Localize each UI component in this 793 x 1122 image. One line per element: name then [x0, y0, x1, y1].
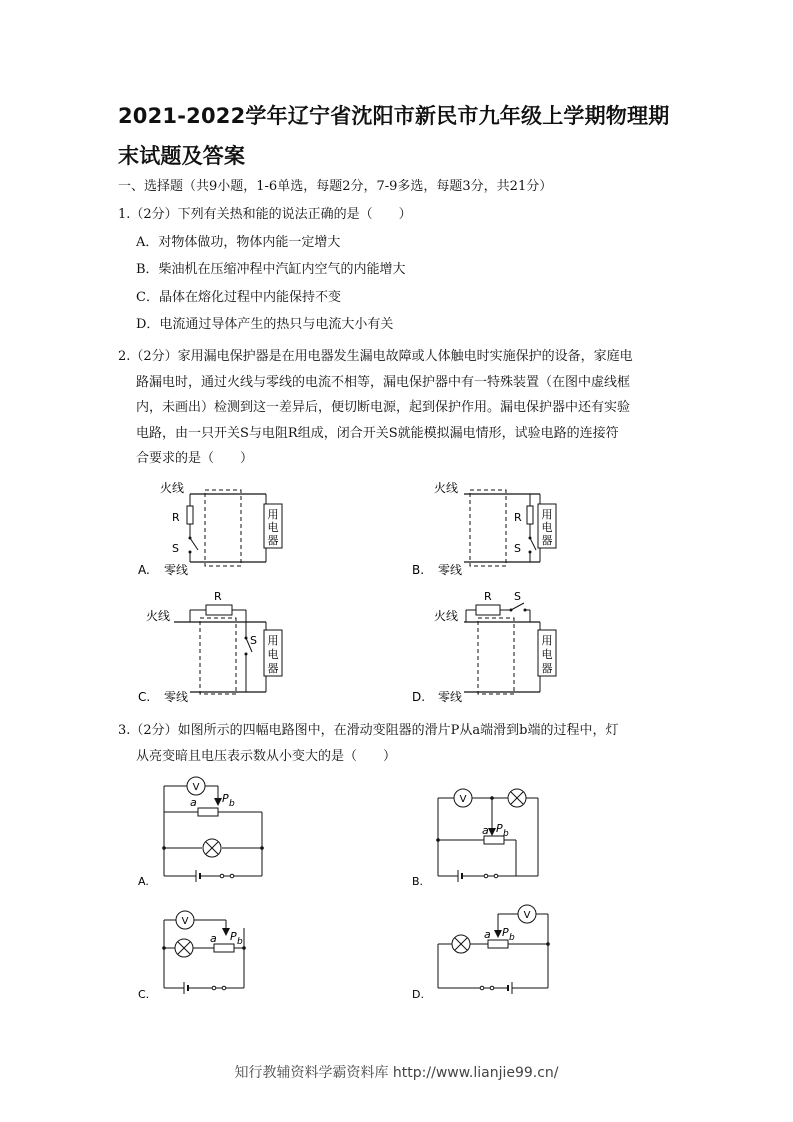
svg-text:P: P: [222, 792, 229, 805]
svg-text:S: S: [250, 634, 257, 647]
question-1-option-a: A．对物体做功，物体内能一定增大: [136, 235, 341, 250]
question-3-stem: [118, 718, 683, 769]
question-2-line-4: 电路，由一只开关S与电阻R组成，闭合开关S就能模拟漏电情形，试验电路的连接符: [136, 425, 619, 441]
question-3-line-1: 3.（2分）如图所示的四幅电路图中，在滑动变阻器的滑片P从a端滑到b端的过程中，灯: [118, 723, 619, 738]
svg-text:电: 电: [541, 521, 553, 534]
svg-text:D.: D.: [412, 988, 424, 1001]
svg-text:R: R: [484, 590, 492, 603]
option-label: A.: [138, 563, 150, 577]
svg-text:V: V: [192, 782, 200, 793]
rheostat: [198, 808, 218, 816]
svg-text:零线: 零线: [438, 690, 463, 704]
q2-figure-a: [138, 478, 288, 578]
svg-text:零线: 零线: [164, 690, 189, 704]
svg-text:P: P: [496, 822, 503, 835]
question-2-stem: [118, 344, 683, 472]
svg-text:C.: C.: [138, 690, 151, 704]
q3-figure-d: [412, 900, 562, 1006]
slider-arrow: [214, 798, 222, 806]
svg-text:用: 用: [267, 634, 279, 647]
svg-text:R: R: [514, 511, 522, 524]
svg-text:a: a: [482, 824, 489, 837]
question-1-option-b: B．柴油机在压缩冲程中汽缸内空气的内能增大: [136, 262, 406, 277]
svg-text:电: 电: [541, 648, 553, 661]
q3-figure-c: [138, 906, 278, 1006]
neutral-wire-label: 零线: [164, 563, 189, 577]
svg-text:电: 电: [267, 648, 279, 661]
svg-text:用: 用: [541, 634, 553, 647]
protector-dashed-box: [470, 490, 506, 566]
svg-text:S: S: [514, 542, 521, 555]
svg-text:器: 器: [541, 662, 553, 675]
svg-text:a: a: [484, 928, 491, 941]
q2-figure-b: [412, 478, 562, 578]
question-2-line-2: 路漏电时，通过火线与零线的电流不相等，漏电保护器中有一特殊装置（在图中虚线框: [136, 374, 631, 390]
resistor: [187, 506, 193, 524]
resistor-label: R: [172, 511, 180, 524]
svg-text:用: 用: [267, 508, 279, 521]
section-heading: 一、选择题（共9小题，1-6单选，每题2分，7-9多选，每题3分，共21分）: [118, 179, 553, 194]
svg-text:a: a: [190, 796, 197, 809]
svg-text:电: 电: [267, 521, 279, 534]
svg-text:P: P: [502, 926, 509, 939]
question-1-option-c: C．晶体在熔化过程中内能保持不变: [136, 290, 341, 305]
svg-text:b: b: [237, 937, 243, 947]
page-title: 2021-2022学年辽宁省沈阳市新民市九年级上学期物理期末试题及答案: [118, 104, 670, 168]
q2-figure-c: [138, 588, 288, 708]
svg-text:D.: D.: [412, 690, 426, 704]
protector-dashed-box: [205, 490, 241, 566]
question-1-option-d: D．电流通过导体产生的热只与电流大小有关: [136, 317, 394, 332]
question-3-line-2: 从亮变暗且电压表示数从小变大的是（ ）: [136, 748, 397, 764]
q3-figure-a: [138, 772, 278, 892]
q2-figure-d: [412, 588, 562, 708]
svg-text:器: 器: [267, 662, 279, 675]
svg-text:b: b: [229, 799, 235, 809]
q3-figure-b: [412, 784, 552, 894]
svg-text:零线: 零线: [438, 563, 463, 577]
footer-watermark: 知行教辅资料学霸资料库 http://www.lianjie99.cn/: [234, 1065, 559, 1081]
svg-text:B.: B.: [412, 563, 425, 577]
svg-text:A.: A.: [138, 875, 149, 888]
svg-text:R: R: [214, 590, 222, 603]
svg-text:b: b: [503, 829, 509, 839]
svg-text:V: V: [523, 910, 531, 921]
svg-text:V: V: [459, 794, 467, 805]
svg-text:a: a: [210, 932, 217, 945]
svg-text:C.: C.: [138, 988, 150, 1001]
switch: [190, 538, 198, 550]
svg-text:火线: 火线: [434, 481, 459, 495]
svg-text:B.: B.: [412, 875, 424, 888]
svg-text:用: 用: [541, 508, 553, 521]
question-1-stem: 1.（2分）下列有关热和能的说法正确的是（ ）: [118, 207, 412, 222]
svg-text:S: S: [514, 590, 521, 603]
switch-label: S: [172, 542, 179, 555]
svg-text:火线: 火线: [146, 609, 171, 623]
svg-text:器: 器: [267, 534, 279, 547]
live-wire-label: 火线: [160, 481, 185, 495]
svg-text:火线: 火线: [434, 609, 459, 623]
question-2-line-1: 2.（2分）家用漏电保护器是在用电器发生漏电故障或人体触电时实施保护的设备，家庭电: [118, 349, 633, 364]
svg-text:b: b: [509, 933, 515, 943]
svg-text:P: P: [230, 930, 237, 943]
question-2-line-5: 合要求的是（ ）: [136, 451, 254, 466]
question-2-line-3: 内，未画出）检测到这一差异后，便切断电源，起到保护作用。漏电保护器中还有实验: [136, 400, 631, 415]
svg-text:器: 器: [541, 534, 553, 547]
svg-text:V: V: [181, 916, 189, 927]
